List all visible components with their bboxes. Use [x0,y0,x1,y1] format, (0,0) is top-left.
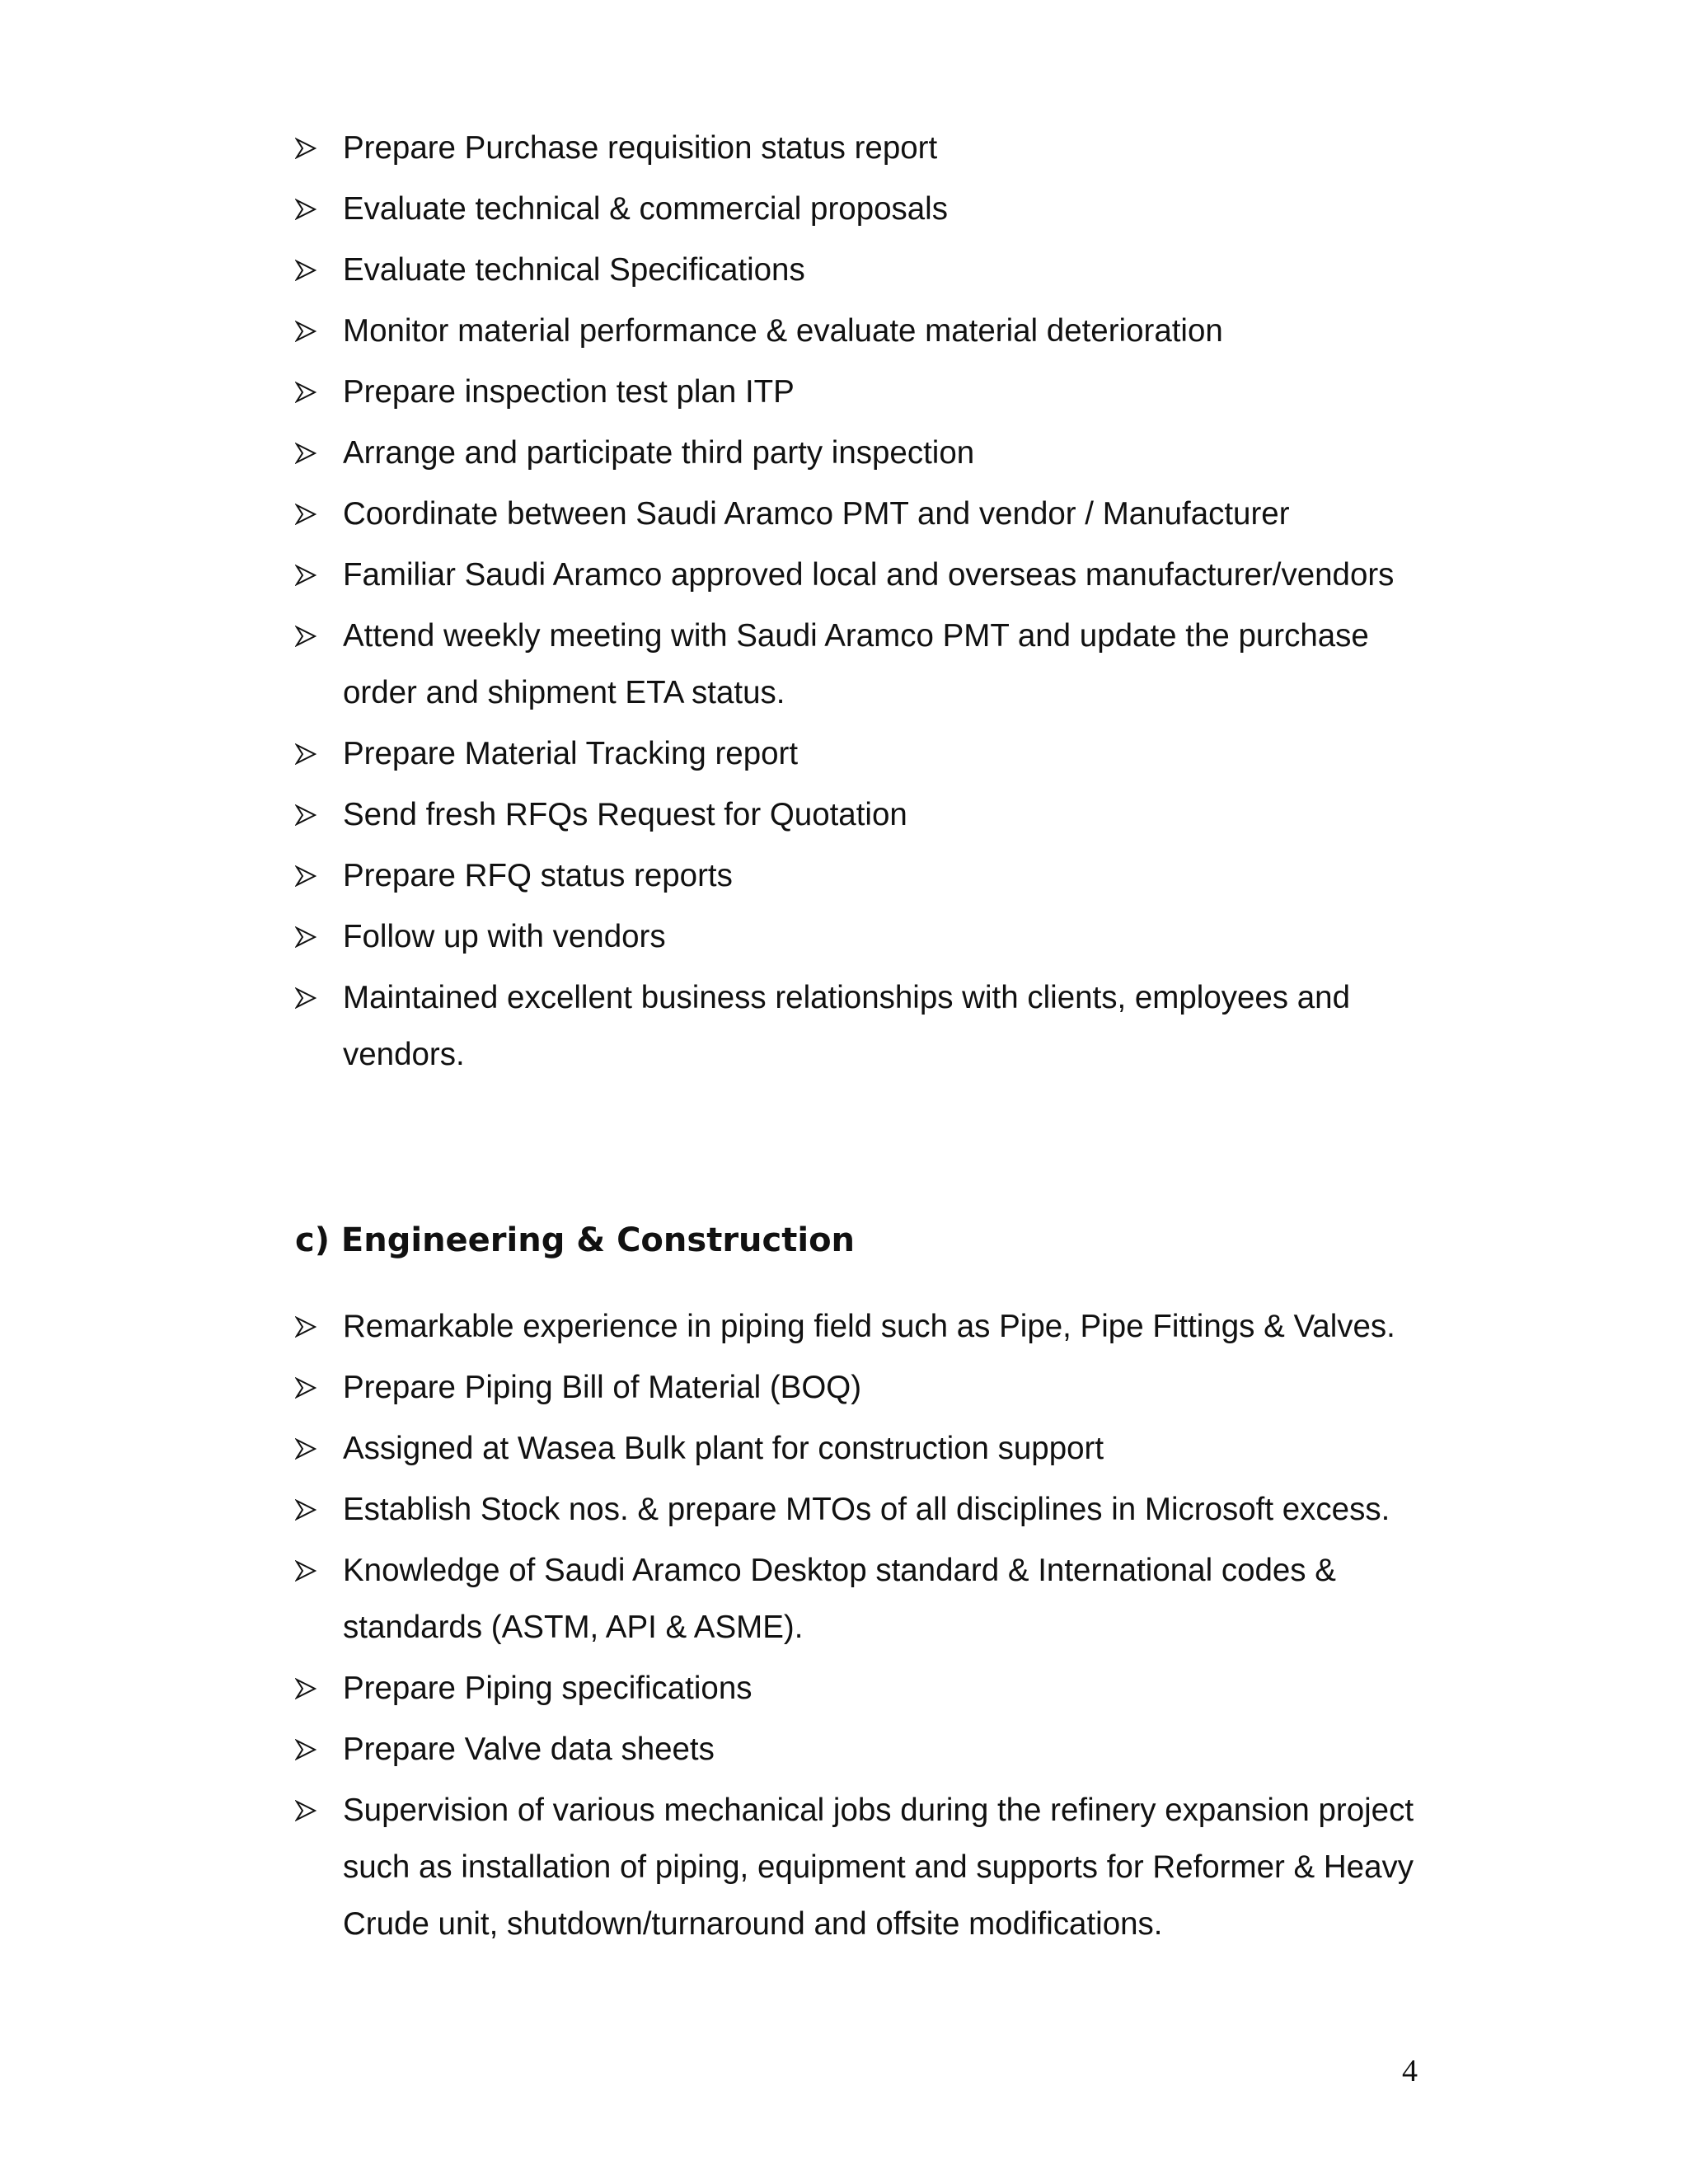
page-number: 4 [1402,2054,1418,2088]
arrowhead-bullet-icon [295,1542,320,1599]
list-item [295,908,1449,965]
list-item [295,1542,1449,1656]
list-item-text: Assigned at Wasea Bulk plant for construction support [343,1431,1104,1466]
list-item [295,1481,1449,1538]
list-item [295,241,1449,298]
arrowhead-bullet-icon [295,363,320,420]
section-heading: c) Engineering & Construction [295,1221,856,1259]
list-item [295,424,1449,481]
list-item-text: Prepare Piping specifications [343,1671,753,1706]
list-item [295,847,1449,904]
list-item-text: Prepare Material Tracking report [343,736,799,771]
list-item [295,725,1449,782]
list-item [295,1359,1449,1416]
arrowhead-bullet-icon [295,1420,320,1477]
list-item [295,607,1449,721]
arrowhead-bullet-icon [295,607,320,664]
arrowhead-bullet-icon [295,1660,320,1717]
list-item-text: Familiar Saudi Aramco approved local and overseas manufacturer/vendors [343,557,1395,593]
arrowhead-bullet-icon [295,1298,320,1355]
arrowhead-bullet-icon [295,1359,320,1416]
arrowhead-bullet-icon [295,485,320,542]
list-item [295,485,1449,542]
list-item-text: Remarkable experience in piping field such as Pipe, Pipe Fittings & Valves. [343,1309,1395,1344]
arrowhead-bullet-icon [295,1782,320,1839]
list-item-text: Evaluate technical & commercial proposals [343,191,948,227]
arrowhead-bullet-icon [295,546,320,603]
list-item-text: Attend weekly meeting with Saudi Aramco PMT and update the purchase order and shipment ETA status. [343,618,1369,710]
arrowhead-bullet-icon [295,847,320,904]
list-item-text: Arrange and participate third party inspection [343,435,975,471]
list-item [295,180,1449,237]
arrowhead-bullet-icon [295,241,320,298]
list-item-text: Prepare Piping Bill of Material (BOQ) [343,1370,862,1405]
list-item-text: Follow up with vendors [343,919,666,954]
arrowhead-bullet-icon [295,180,320,237]
list-item [295,1721,1449,1778]
list-item-text: Prepare RFQ status reports [343,858,733,893]
list-item-text: Knowledge of Saudi Aramco Desktop standard & International codes & standards (ASTM, API & ASME). [343,1553,1336,1645]
arrowhead-bullet-icon [295,120,320,176]
arrowhead-bullet-icon [295,424,320,481]
list-item [295,969,1449,1083]
list-item-text: Prepare Purchase requisition status report [343,130,938,166]
list-item [295,1782,1449,1952]
list-item [295,302,1449,359]
list-item-text: Coordinate between Saudi Aramco PMT and vendor / Manufacturer [343,496,1290,532]
list-item [295,546,1449,603]
list-item-text: Maintained excellent business relationships with clients, employees and vendors. [343,980,1350,1072]
list-item-text: Supervision of various mechanical jobs during the refinery expansion project such as installation of piping, equipment and supports for Reformer & Heavy Crude unit, shutdown/turnaround and offsite modifications. [343,1793,1414,1942]
list-item [295,363,1449,420]
arrowhead-bullet-icon [295,725,320,782]
arrowhead-bullet-icon [295,786,320,843]
arrowhead-bullet-icon [295,1481,320,1538]
responsibilities-list [295,120,1449,1087]
list-item [295,120,1449,176]
arrowhead-bullet-icon [295,969,320,1026]
arrowhead-bullet-icon [295,302,320,359]
list-item-text: Evaluate technical Specifications [343,252,805,288]
list-item-text: Send fresh RFQs Request for Quotation [343,797,907,832]
engineering-construction-list [295,1298,1449,1957]
list-item-text: Establish Stock nos. & prepare MTOs of all disciplines in Microsoft excess. [343,1492,1390,1527]
list-item [295,1660,1449,1717]
list-item [295,786,1449,843]
list-item-text: Monitor material performance & evaluate material deterioration [343,313,1223,349]
list-item [295,1420,1449,1477]
list-item-text: Prepare Valve data sheets [343,1732,715,1767]
arrowhead-bullet-icon [295,1721,320,1778]
arrowhead-bullet-icon [295,908,320,965]
list-item [295,1298,1449,1355]
list-item-text: Prepare inspection test plan ITP [343,374,795,410]
